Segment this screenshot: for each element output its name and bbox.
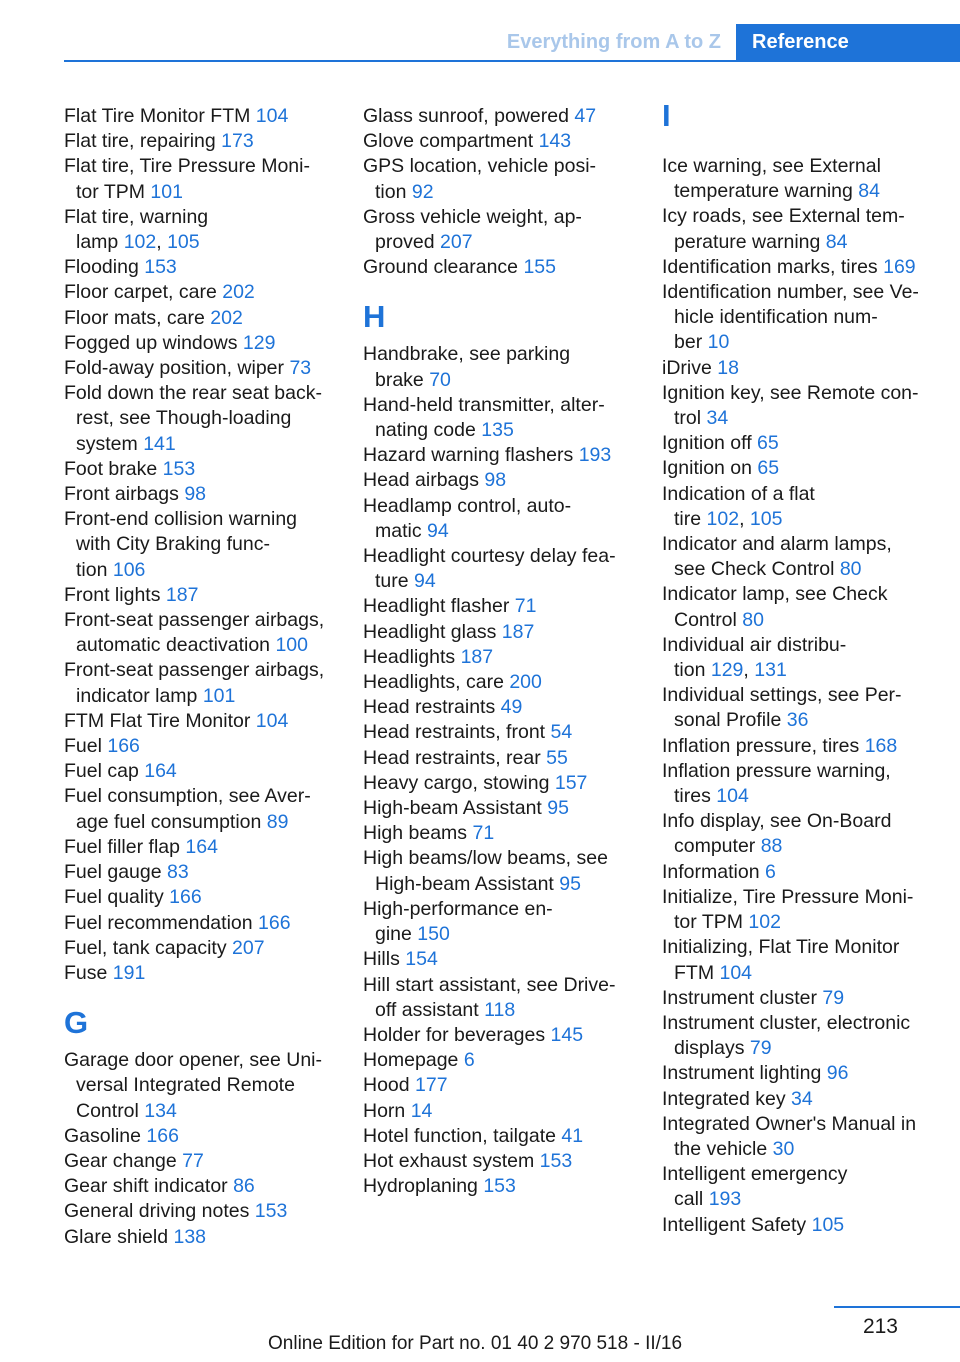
page-reference-link[interactable]: 34 xyxy=(791,1087,813,1110)
index-column-3 xyxy=(662,98,934,1238)
index-term: Heavy cargo, stowing xyxy=(363,771,555,794)
index-term: Hand-held transmitter, alter‐ nating code xyxy=(363,393,605,442)
index-entry xyxy=(363,973,635,1023)
index-term: Front-seat passenger airbags, automatic deactivation xyxy=(64,609,325,657)
page-reference-link[interactable]: 153 xyxy=(144,256,177,279)
page-reference-link[interactable]: 18 xyxy=(717,356,739,379)
page-reference-link[interactable]: 71 xyxy=(472,822,495,845)
index-term: iDrive xyxy=(662,356,718,379)
page-reference-link[interactable]: 207 xyxy=(440,231,473,254)
page-reference-link[interactable]: 30 xyxy=(772,1137,795,1160)
index-term: Initializing, Flat Tire Monitor FTM xyxy=(662,936,900,984)
index-term: Headlights xyxy=(363,645,461,668)
index-term: High beams/low beams, see High-beam Assistant xyxy=(363,847,608,895)
page-reference-link[interactable]: 118 xyxy=(484,998,516,1021)
index-entry xyxy=(363,695,635,720)
index-term: Initialize, Tire Pressure Moni‐ tor TPM xyxy=(662,885,914,934)
page-reference-link[interactable]: 135 xyxy=(481,419,514,442)
page-reference-link[interactable]: 131 xyxy=(754,659,787,682)
page-reference-link[interactable]: 169 xyxy=(883,255,916,278)
index-term: Hazard warning flashers xyxy=(363,444,579,467)
page-reference-link[interactable]: 65 xyxy=(757,432,779,455)
index-term: Information xyxy=(662,860,765,883)
page-reference-link[interactable]: 104 xyxy=(719,961,753,984)
page-reference-link[interactable]: 79 xyxy=(822,986,845,1009)
index-entry xyxy=(662,1162,934,1212)
index-entry xyxy=(363,897,635,947)
index-entry xyxy=(363,771,635,796)
running-header-section: Everything from A to Z xyxy=(506,30,721,53)
page-reference-link[interactable]: 155 xyxy=(523,256,556,279)
index-entry xyxy=(64,280,336,305)
index-entry xyxy=(662,255,934,280)
page-reference-link[interactable]: 10 xyxy=(707,331,730,354)
index-entry: Individual air distribu‐ tion 129, 131 xyxy=(662,633,847,682)
index-term: Head airbags xyxy=(363,469,485,492)
page-reference-link[interactable]: 157 xyxy=(554,771,588,794)
index-term: Ice warning, see External temperature warning xyxy=(662,155,881,203)
index-section-letter: H xyxy=(363,299,386,335)
index-term: Fuel consumption, see Aver‐ age fuel consumption xyxy=(64,785,311,833)
index-entry xyxy=(363,468,635,493)
index-term: Gross vehicle weight, ap‐ proved xyxy=(363,205,582,254)
index-term: Headlight courtesy delay fea‐ ture xyxy=(363,545,616,593)
index-column-1 xyxy=(64,104,336,1250)
page-reference-link[interactable]: 6 xyxy=(764,860,776,883)
edition-note: Online Edition for Part no. 01 40 2 970 518 - II/16 xyxy=(268,1333,683,1354)
page-reference-link[interactable]: 105 xyxy=(749,507,783,530)
page-reference-link[interactable]: 55 xyxy=(546,746,568,769)
index-entry xyxy=(662,154,934,204)
index-entry xyxy=(363,393,635,443)
index-term: Holder for beverages xyxy=(363,1023,551,1046)
index-term: Fogged up windows xyxy=(64,331,243,354)
page-reference-link[interactable]: 105 xyxy=(167,231,200,254)
index-term: Hydroplaning xyxy=(363,1175,484,1198)
page-reference-link[interactable]: 92 xyxy=(411,180,434,203)
index-term: Individual settings, see Per‐ sonal Profile xyxy=(662,684,902,732)
index-entry xyxy=(363,947,635,972)
index-entry xyxy=(64,1225,336,1250)
index-term: Individual air distribu‐ tion xyxy=(662,633,847,682)
page-reference-link[interactable]: 106 xyxy=(112,558,146,581)
page-reference-link[interactable]: 200 xyxy=(509,671,542,694)
page-reference-link[interactable]: 94 xyxy=(427,519,449,542)
page-reference-link[interactable]: 173 xyxy=(221,130,254,153)
index-term: Handbrake, see parking brake xyxy=(363,343,571,391)
page-reference-link[interactable]: 145 xyxy=(550,1023,584,1046)
index-term: Foot brake xyxy=(64,457,163,480)
index-entry xyxy=(64,331,336,356)
index-term: High-performance en‐ gine xyxy=(363,897,553,946)
page-reference-link[interactable]: 134 xyxy=(144,1099,177,1122)
page-reference-link[interactable]: 193 xyxy=(708,1188,742,1211)
index-entry xyxy=(363,255,635,280)
index-entry xyxy=(64,507,336,583)
index-section-letter: G xyxy=(64,1005,89,1041)
page-reference-link[interactable]: 49 xyxy=(500,696,523,719)
index-entry xyxy=(64,1174,336,1199)
page-reference-link[interactable]: 153 xyxy=(254,1200,288,1223)
index-entry xyxy=(662,356,934,381)
page-reference-link[interactable]: 164 xyxy=(144,760,177,783)
index-term: Floor mats, care xyxy=(64,306,211,329)
page-reference-link[interactable]: 54 xyxy=(550,721,573,744)
page-reference-link[interactable]: 80 xyxy=(839,558,862,581)
page-reference-link[interactable]: 207 xyxy=(232,936,265,959)
index-entry xyxy=(662,582,934,632)
index-term: Hood xyxy=(363,1074,416,1097)
index-term: General driving notes xyxy=(64,1200,255,1223)
index-term: Headlight flasher xyxy=(363,595,515,618)
index-entry xyxy=(64,709,336,734)
index-term: Ignition key, see Remote con‐ trol xyxy=(662,381,919,430)
index-entry xyxy=(363,594,635,619)
index-entry: Indication of a flat tire 102, 105 xyxy=(662,482,815,530)
running-header-tab: Reference xyxy=(736,24,960,61)
index-term: Fuel filler flap xyxy=(64,835,186,858)
index-entry xyxy=(363,205,635,255)
index-entry xyxy=(662,1061,934,1086)
index-entry xyxy=(363,1174,635,1199)
page-reference-link[interactable]: 98 xyxy=(184,483,207,506)
index-term: Hot exhaust system xyxy=(363,1149,540,1172)
page-reference-link[interactable]: 95 xyxy=(547,797,569,820)
index-term: Glare shield xyxy=(64,1225,174,1248)
index-entry xyxy=(662,1112,934,1162)
index-section-letter: I xyxy=(662,98,671,133)
index-entry xyxy=(363,494,635,544)
index-entry xyxy=(363,1099,635,1124)
index-term: Hills xyxy=(363,948,406,971)
index-entry xyxy=(662,759,934,809)
page-reference-link[interactable]: 84 xyxy=(858,180,880,203)
index-entry xyxy=(662,456,934,481)
page-reference-link[interactable]: 100 xyxy=(275,634,308,657)
index-entry xyxy=(363,154,635,204)
index-term: Fuel xyxy=(64,735,108,758)
index-term: Fold down the rear seat back‐ rest, see Though-loading system xyxy=(64,382,322,455)
index-entry xyxy=(64,608,336,658)
index-entry xyxy=(64,154,336,204)
index-entry: Flat tire, warning lamp 102, 105 xyxy=(64,205,209,254)
index-term: Gear change xyxy=(64,1149,183,1172)
page-reference-link[interactable]: 187 xyxy=(460,645,494,668)
page-reference-link[interactable]: 191 xyxy=(112,961,146,984)
index-entry xyxy=(64,885,336,910)
page-reference-link[interactable]: 102 xyxy=(706,507,740,530)
index-term: Front airbags xyxy=(64,483,185,506)
index-term: Indication of a flat tire xyxy=(662,482,815,530)
index-entry xyxy=(363,104,635,129)
index-term: Instrument lighting xyxy=(662,1062,827,1085)
index-term: Fuel cap xyxy=(64,760,145,783)
page-reference-link[interactable]: 104 xyxy=(255,105,289,127)
index-entry xyxy=(64,911,336,936)
index-entry xyxy=(363,1149,635,1174)
index-entry xyxy=(64,129,336,154)
index-term: Instrument cluster xyxy=(662,986,823,1009)
page-reference-link[interactable]: 102 xyxy=(748,911,781,934)
page-reference-link[interactable]: 77 xyxy=(182,1149,204,1172)
page-reference-link[interactable]: 104 xyxy=(255,709,289,732)
index-entry xyxy=(662,809,934,859)
index-entry xyxy=(662,532,934,582)
index-term: Instrument cluster, electronic displays xyxy=(662,1011,911,1060)
index-entry xyxy=(64,1149,336,1174)
page-reference-link[interactable]: 41 xyxy=(561,1124,584,1147)
page-reference-link[interactable]: 166 xyxy=(107,735,140,758)
index-term: Flat Tire Monitor FTM xyxy=(64,105,256,127)
index-term: Ground clearance xyxy=(363,256,524,279)
index-term: Front-end collision warning with City Braking func‐ tion xyxy=(64,508,298,581)
index-entry xyxy=(363,129,635,154)
index-entry xyxy=(662,734,934,759)
index-term: Head restraints xyxy=(363,696,501,719)
page-reference-link[interactable]: 141 xyxy=(143,432,176,455)
index-entry xyxy=(64,835,336,860)
index-entry xyxy=(662,204,934,254)
footer-rule xyxy=(834,1306,960,1308)
index-entry xyxy=(363,821,635,846)
index-term: Info display, see On-Board computer xyxy=(662,810,892,858)
page-reference-link[interactable]: 94 xyxy=(414,570,436,593)
index-entry xyxy=(64,381,336,457)
index-term: Hill start assistant, see Drive- off assistant xyxy=(363,973,616,1021)
index-term: Head restraints, front xyxy=(363,721,551,744)
index-entry xyxy=(662,381,934,431)
page-reference-link[interactable]: 129 xyxy=(710,659,744,682)
index-entry xyxy=(64,104,336,129)
index-term: Indicator and alarm lamps, see Check Control xyxy=(662,533,892,581)
page-reference-link[interactable]: 138 xyxy=(173,1225,207,1248)
index-entry xyxy=(662,280,934,356)
index-term: Identification number, see Ve‐ hicle identification num‐ ber xyxy=(662,281,919,354)
index-term: Gear shift indicator xyxy=(64,1175,234,1198)
page-reference-link[interactable]: 187 xyxy=(501,620,535,643)
index-entry xyxy=(64,936,336,961)
page-reference-link[interactable]: 80 xyxy=(742,608,764,631)
index-term: Fuel recommendation xyxy=(64,911,259,934)
index-term: Hotel function, tailgate xyxy=(363,1124,562,1147)
index-entry xyxy=(64,583,336,608)
index-entry xyxy=(64,860,336,885)
page-reference-link[interactable]: 150 xyxy=(417,923,450,946)
index-entry xyxy=(662,885,934,935)
index-entry xyxy=(363,1023,635,1048)
index-term: Homepage xyxy=(363,1049,464,1072)
page-reference-link[interactable]: 166 xyxy=(146,1124,179,1147)
page-reference-link[interactable]: 86 xyxy=(233,1175,255,1198)
index-term: Ignition on xyxy=(662,457,758,480)
index-entry xyxy=(363,670,635,695)
page-reference-link[interactable]: 105 xyxy=(811,1213,845,1236)
index-term: Fuel, tank capacity xyxy=(64,936,232,959)
index-entry xyxy=(662,935,934,985)
page-reference-link[interactable]: 153 xyxy=(539,1149,573,1172)
index-term: Headlights, care xyxy=(363,671,510,694)
page-reference-link[interactable]: 65 xyxy=(757,457,780,480)
index-entry xyxy=(662,1011,934,1061)
page-reference-link[interactable]: 202 xyxy=(210,306,243,329)
index-entry xyxy=(363,1124,635,1149)
page-reference-link[interactable]: 102 xyxy=(123,231,157,254)
index-term: Headlight glass xyxy=(363,620,502,643)
index-entry xyxy=(363,342,635,392)
page-reference-link[interactable]: 88 xyxy=(760,835,783,858)
page-reference-link[interactable]: 202 xyxy=(222,281,255,304)
index-term: Flat tire, warning lamp xyxy=(64,205,209,254)
page-reference-link[interactable]: 193 xyxy=(578,444,612,467)
index-term: Garage door opener, see Uni‐ versal Integrated Remote Control xyxy=(64,1049,322,1122)
index-term: Ignition off xyxy=(662,432,758,455)
index-entry xyxy=(64,1124,336,1149)
page-reference-link[interactable]: 101 xyxy=(202,684,236,707)
page-reference-link[interactable]: 47 xyxy=(574,105,597,127)
index-entry xyxy=(64,759,336,784)
page-reference-link[interactable]: 153 xyxy=(162,457,196,480)
index-term: Flat tire, Tire Pressure Moni‐ tor TPM xyxy=(64,155,310,203)
index-entry xyxy=(363,746,635,771)
index-term: Intelligent Safety xyxy=(662,1213,812,1236)
index-entry xyxy=(662,860,934,885)
index-entry xyxy=(64,961,336,986)
index-term: Integrated Owner's Manual in the vehicle xyxy=(662,1112,917,1160)
index-term: Fuel quality xyxy=(64,886,170,909)
page-reference-link[interactable]: 83 xyxy=(167,861,189,884)
index-entry xyxy=(363,796,635,821)
index-term: Glove compartment xyxy=(363,130,539,153)
index-term: Indicator lamp, see Check Control xyxy=(662,583,888,631)
index-term: Glass sunroof, powered xyxy=(363,105,575,127)
page-reference-link[interactable]: 153 xyxy=(483,1175,516,1198)
index-entry xyxy=(64,306,336,331)
page-reference-link[interactable]: 36 xyxy=(786,709,809,732)
index-term: Flat tire, repairing xyxy=(64,130,222,153)
page-reference-link[interactable]: 143 xyxy=(538,130,572,153)
index-term: Front-seat passenger airbags, indicator lamp xyxy=(64,659,325,707)
page-reference-link[interactable]: 166 xyxy=(258,911,291,934)
page-reference-link[interactable]: 101 xyxy=(150,180,183,203)
index-term: Identification marks, tires xyxy=(662,255,884,278)
index-term: GPS location, vehicle posi‐ tion xyxy=(363,155,597,203)
page-reference-link[interactable]: 70 xyxy=(429,368,451,391)
index-entry xyxy=(64,457,336,482)
index-entry xyxy=(64,658,336,708)
page-reference-link[interactable]: 177 xyxy=(415,1074,448,1097)
index-entry xyxy=(363,1048,635,1073)
page-reference-link[interactable]: 89 xyxy=(266,810,289,833)
index-entry xyxy=(662,1087,934,1112)
index-entry xyxy=(64,784,336,834)
page-reference-link[interactable]: 95 xyxy=(559,872,581,895)
page-reference-link[interactable]: 98 xyxy=(484,469,507,492)
index-entry xyxy=(363,1073,635,1098)
index-entry xyxy=(363,443,635,468)
page-reference-link[interactable]: 79 xyxy=(749,1037,772,1060)
page-reference-link[interactable]: 129 xyxy=(242,331,276,354)
page-reference-link[interactable]: 104 xyxy=(716,785,749,808)
index-term: Icy roads, see External tem‐ perature warning xyxy=(662,205,905,253)
index-entry xyxy=(64,356,336,381)
index-entry xyxy=(64,482,336,507)
index-term: Flooding xyxy=(64,256,145,279)
index-term: Front lights xyxy=(64,583,166,606)
index-entry xyxy=(662,431,934,456)
index-entry xyxy=(363,620,635,645)
index-entry xyxy=(363,846,635,896)
index-term: High-beam Assistant xyxy=(363,797,548,820)
index-entry xyxy=(64,255,336,280)
index-entry xyxy=(363,645,635,670)
page-reference-link[interactable]: 164 xyxy=(185,835,218,858)
page-reference-link[interactable]: 34 xyxy=(706,407,729,430)
header-rule xyxy=(64,60,960,62)
index-term: Horn xyxy=(363,1099,411,1122)
index-term: Fold-away position, wiper xyxy=(64,357,290,380)
index-entry xyxy=(662,683,934,733)
index-entry xyxy=(64,734,336,759)
index-term: Inflation pressure, tires xyxy=(662,734,865,757)
index-entry xyxy=(662,986,934,1011)
index-entry xyxy=(64,1048,336,1124)
index-term: Floor carpet, care xyxy=(64,281,223,304)
page-reference-link[interactable]: 166 xyxy=(169,886,202,909)
index-term: Headlamp control, auto‐ matic xyxy=(363,494,572,542)
index-term: Intelligent emergency call xyxy=(662,1163,848,1211)
page-reference-link[interactable]: 73 xyxy=(289,357,312,380)
index-term: FTM Flat Tire Monitor xyxy=(64,709,256,732)
page-number: 213 xyxy=(862,1315,898,1338)
page-reference-link[interactable]: 14 xyxy=(410,1099,433,1122)
index-column-2 xyxy=(363,104,635,1199)
index-entry xyxy=(662,1213,934,1238)
index-term: Fuse xyxy=(64,961,113,984)
page-reference-link[interactable]: 6 xyxy=(463,1049,475,1072)
index-term: High beams xyxy=(363,822,473,845)
page-reference-link[interactable]: 168 xyxy=(864,734,898,757)
index-entry xyxy=(64,1199,336,1224)
index-term: Gasoline xyxy=(64,1124,147,1147)
index-entry xyxy=(363,544,635,594)
index-term: Integrated key xyxy=(662,1087,791,1110)
index-term: Inflation pressure warning, tires xyxy=(662,759,891,808)
page-reference-link[interactable]: 96 xyxy=(826,1062,849,1085)
index-entry xyxy=(363,720,635,745)
index-term: Head restraints, rear xyxy=(363,746,547,769)
page-reference-link[interactable]: 187 xyxy=(165,583,199,606)
index-term: Fuel gauge xyxy=(64,861,167,884)
page-reference-link[interactable]: 71 xyxy=(514,595,537,618)
page-reference-link[interactable]: 154 xyxy=(405,948,438,971)
page-reference-link[interactable]: 84 xyxy=(825,230,848,253)
